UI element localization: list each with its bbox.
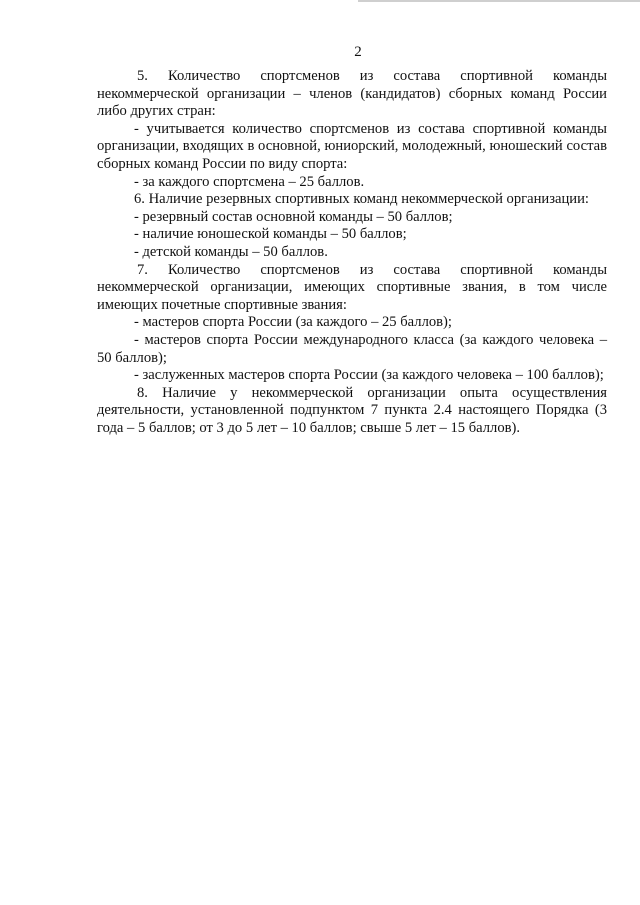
paragraph-item-7-masters: - мастеров спорта России (за каждого – 25 баллов); — [134, 314, 452, 331]
paragraph-item-6-reserve: - резервный состав основной команды – 50 баллов; — [134, 208, 453, 225]
paragraph-item-5-detail: - учитывается количество спортсменов из состава спортивной команды организации, входящих в основной, юниорский, молодежный, юношеский состав сборных команд России по виду спорта: — [97, 120, 607, 172]
paragraph-item-5: 5. Количество спортсменов из состава спортивной команды некоммерческой организации – членов (кандидатов) сборных команд России либо других стран: — [97, 68, 607, 120]
paragraph-item-6-youth: - наличие юношеской команды – 50 баллов; — [134, 226, 407, 243]
paragraph-item-8: 8. Наличие у некоммерческой организации опыта осуществления деятельности, установленной подпунктом 7 пункта 2.4 настоящего Порядка (3 года – 5 баллов; от 3 до 5 лет – 10 баллов; свыше 5 лет – 15 баллов). — [97, 384, 607, 436]
page-number: 2 — [354, 44, 362, 60]
paragraph-item-7-international: - мастеров спорта России международного класса (за каждого человека – 50 баллов); — [97, 331, 607, 366]
scan-edge-mark — [358, 0, 640, 2]
document-body — [97, 68, 607, 437]
paragraph-item-6-children: - детской команды – 50 баллов. — [134, 243, 328, 260]
paragraph-item-7-honored: - заслуженных мастеров спорта России (за каждого человека – 100 баллов); — [134, 367, 604, 384]
paragraph-item-5-score: - за каждого спортсмена – 25 баллов. — [134, 173, 365, 190]
paragraph-item-6: 6. Наличие резервных спортивных команд некоммерческой организации: — [134, 191, 589, 208]
paragraph-item-7: 7. Количество спортсменов из состава спортивной команды некоммерческой организации, имеющих спортивные звания, в том числе имеющих почетные спортивные звания: — [97, 261, 607, 313]
